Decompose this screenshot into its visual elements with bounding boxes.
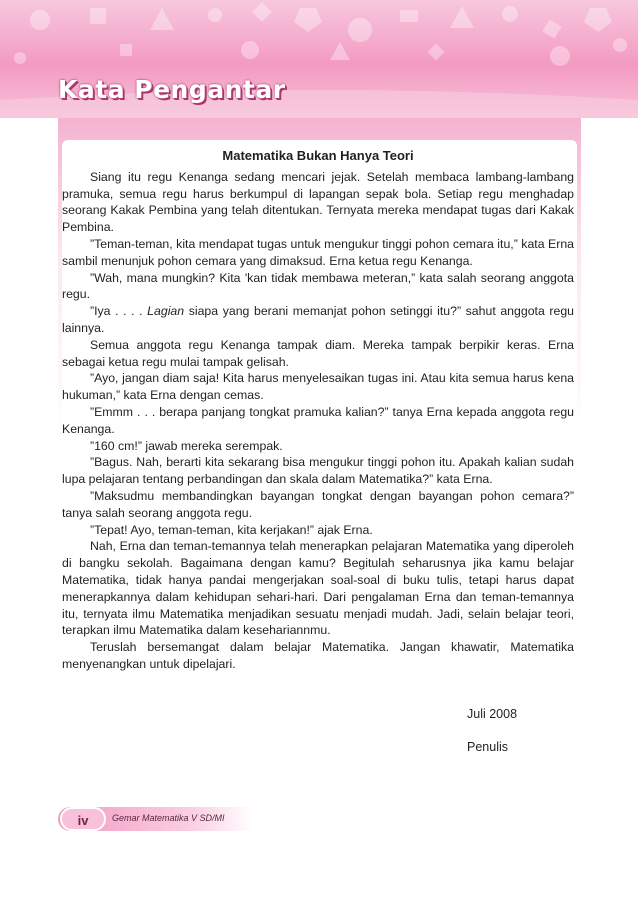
paragraph: Nah, Erna dan teman-temannya telah menerapkan pelajaran Matematika yang diperoleh di bangku sekolah. Bagaimana dengan kamu? Begitulah seharusnya jika kamu belajar Matematika, tidak hanya pandai mengerjakan soal-soal di buku tulis, tetapi harus dapat menerapkannya dalam kehidupan sehari-hari. Dari pengalaman Erna dan teman-temannya itu, ternyata ilmu Matematika menjadikan sesuatu menjadi mudah. Jadi, selain belajar teori, terapkan ilmu Matematika dalam kesehariannmu. — [62, 539, 574, 638]
emphasis-word: Lagian — [147, 304, 185, 319]
foreword-text — [62, 148, 574, 673]
paragraph: ”160 cm!” jawab mereka serempak. — [90, 438, 283, 453]
book-title: Gemar Matematika V SD/MI — [112, 813, 225, 823]
signoff-author: Penulis — [467, 740, 508, 754]
page-title: Kata Pengantar — [58, 75, 286, 104]
foreword-heading: Matematika Bukan Hanya Teori — [222, 148, 414, 163]
paragraph: ”Wah, mana mungkin? Kita 'kan tidak membawa meteran,” kata salah seorang anggota regu. — [62, 270, 574, 302]
paragraph: ”Tepat! Ayo, teman-teman, kita kerjakan!” ajak Erna. — [90, 522, 373, 537]
paragraph: ”Ayo, jangan diam saja! Kita harus menyelesaikan tugas ini. Atau kita semua harus kena hukuman,” kata Erna dengan cemas. — [62, 371, 574, 403]
paragraph: ”Emmm . . . berapa panjang tongkat pramuka kalian?” tanya Erna kepada anggota regu Kenanga. — [62, 404, 574, 436]
title-wrap — [58, 75, 286, 104]
paragraph: ”Maksudmu membandingkan bayangan tongkat dengan bayangan pohon cemara?” tanya salah seorang anggota regu. — [62, 488, 574, 520]
signoff-date: Juli 2008 — [467, 707, 518, 721]
paragraph: Siang itu regu Kenanga sedang mencari jejak. Setelah membaca lambang-lambang pramuka, semua regu harus berkumpul di lapangan sepak bola. Setiap regu menghadap seorang Kakak Pembina yang telah ditentukan. Ternyata mereka mendapat tugas dari Kakak Pembina. — [62, 169, 574, 235]
paragraph: ”Iya . . . . Lagian siapa yang berani memanjat pohon setinggi itu?” sahut anggota regu lainnya. — [62, 304, 574, 335]
page-number: iv — [60, 807, 106, 831]
paragraph: ”Teman-teman, kita mendapat tugas untuk mengukur tinggi pohon cemara itu,” kata Erna sambil menunjuk pohon cemara yang dimaksud. Erna ketua regu Kenanga. — [62, 236, 574, 268]
paragraph: Teruslah bersemangat dalam belajar Matematika. Jangan khawatir, Matematika menyenangkan untuk dipelajari. — [62, 640, 574, 671]
paragraph: ”Bagus. Nah, berarti kita sekarang bisa mengukur tinggi pohon itu. Apakah kalian sudah lupa pelajaran tentang perbandingan dan skala dalam Matematika?” kata Erna. — [62, 455, 574, 487]
paragraph: Semua anggota regu Kenanga tampak diam. Mereka tampak berpikir keras. Erna sebagai ketua regu mulai tampak gelisah. — [62, 337, 574, 369]
